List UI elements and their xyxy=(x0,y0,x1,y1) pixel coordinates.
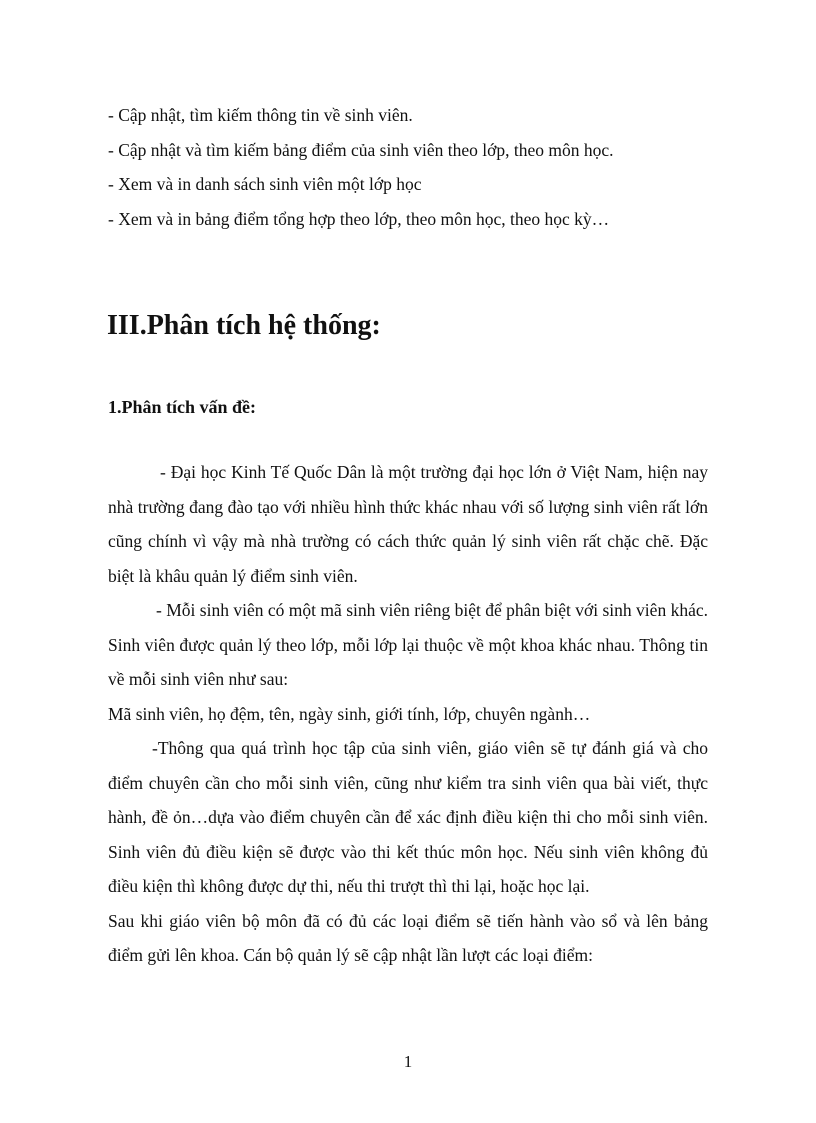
body-text xyxy=(108,455,708,973)
paragraph-study-process: -Thông qua quá trình học tập của sinh viên, giáo viên sẽ tự đánh giá và cho điểm chuyên cần cho mỗi sinh viên, cũng như kiểm tra sinh viên qua bài viết, thực hành, đề ỏn…dựa vào điểm chuyên cần để xác định điều kiện thi cho mỗi sinh viên. Sinh viên đủ điều kiện sẽ được vào thi kết thúc môn học. Nếu sinh viên không đủ điều kiện thì không được dự thi, nếu thi trượt thì thi lại, hoặc học lại. xyxy=(108,738,708,896)
section-heading: III.Phân tích hệ thống: xyxy=(107,310,381,341)
list-item: - Cập nhật và tìm kiếm bảng điểm của sinh viên theo lớp, theo môn học. xyxy=(108,139,614,160)
paragraph-student-fields: Mã sinh viên, họ đệm, tên, ngày sinh, giới tính, lớp, chuyên ngành… xyxy=(108,703,591,724)
list-item: - Xem và in bảng điểm tổng hợp theo lớp, theo môn học, theo học kỳ… xyxy=(108,208,610,229)
list-item: - Cập nhật, tìm kiếm thông tin về sinh viên. xyxy=(108,105,413,125)
subsection-heading: 1.Phân tích vấn đề: xyxy=(108,397,257,417)
page-number: 1 xyxy=(403,1052,413,1071)
paragraph-university: - Đại học Kinh Tế Quốc Dân là một trường đại học lớn ở Việt Nam, hiện nay nhà trường đang đào tạo với nhiều hình thức khác nhau với số lượng sinh viên rất lớn cũng chính vì vậy mà nhà trường có cách thức quản lý sinh viên rất chặc chẽ. Đặc biệt là khâu quản lý điểm sinh viên. xyxy=(108,462,708,586)
feature-list xyxy=(108,98,708,236)
paragraph-grade-entry: Sau khi giáo viên bộ môn đã có đủ các loại điểm sẽ tiến hành vào sổ và lên bảng điểm gửi lên khoa. Cán bộ quản lý sẽ cập nhật lần lượt các loại điểm: xyxy=(108,910,708,965)
paragraph-student-id: - Mỗi sinh viên có một mã sinh viên riêng biệt để phân biệt với sinh viên khác. Sinh viên được quản lý theo lớp, mỗi lớp lại thuộc về một khoa khác nhau. Thông tin về mỗi sinh viên như sau: xyxy=(108,600,708,689)
list-item: - Xem và in danh sách sinh viên một lớp học xyxy=(108,174,422,194)
